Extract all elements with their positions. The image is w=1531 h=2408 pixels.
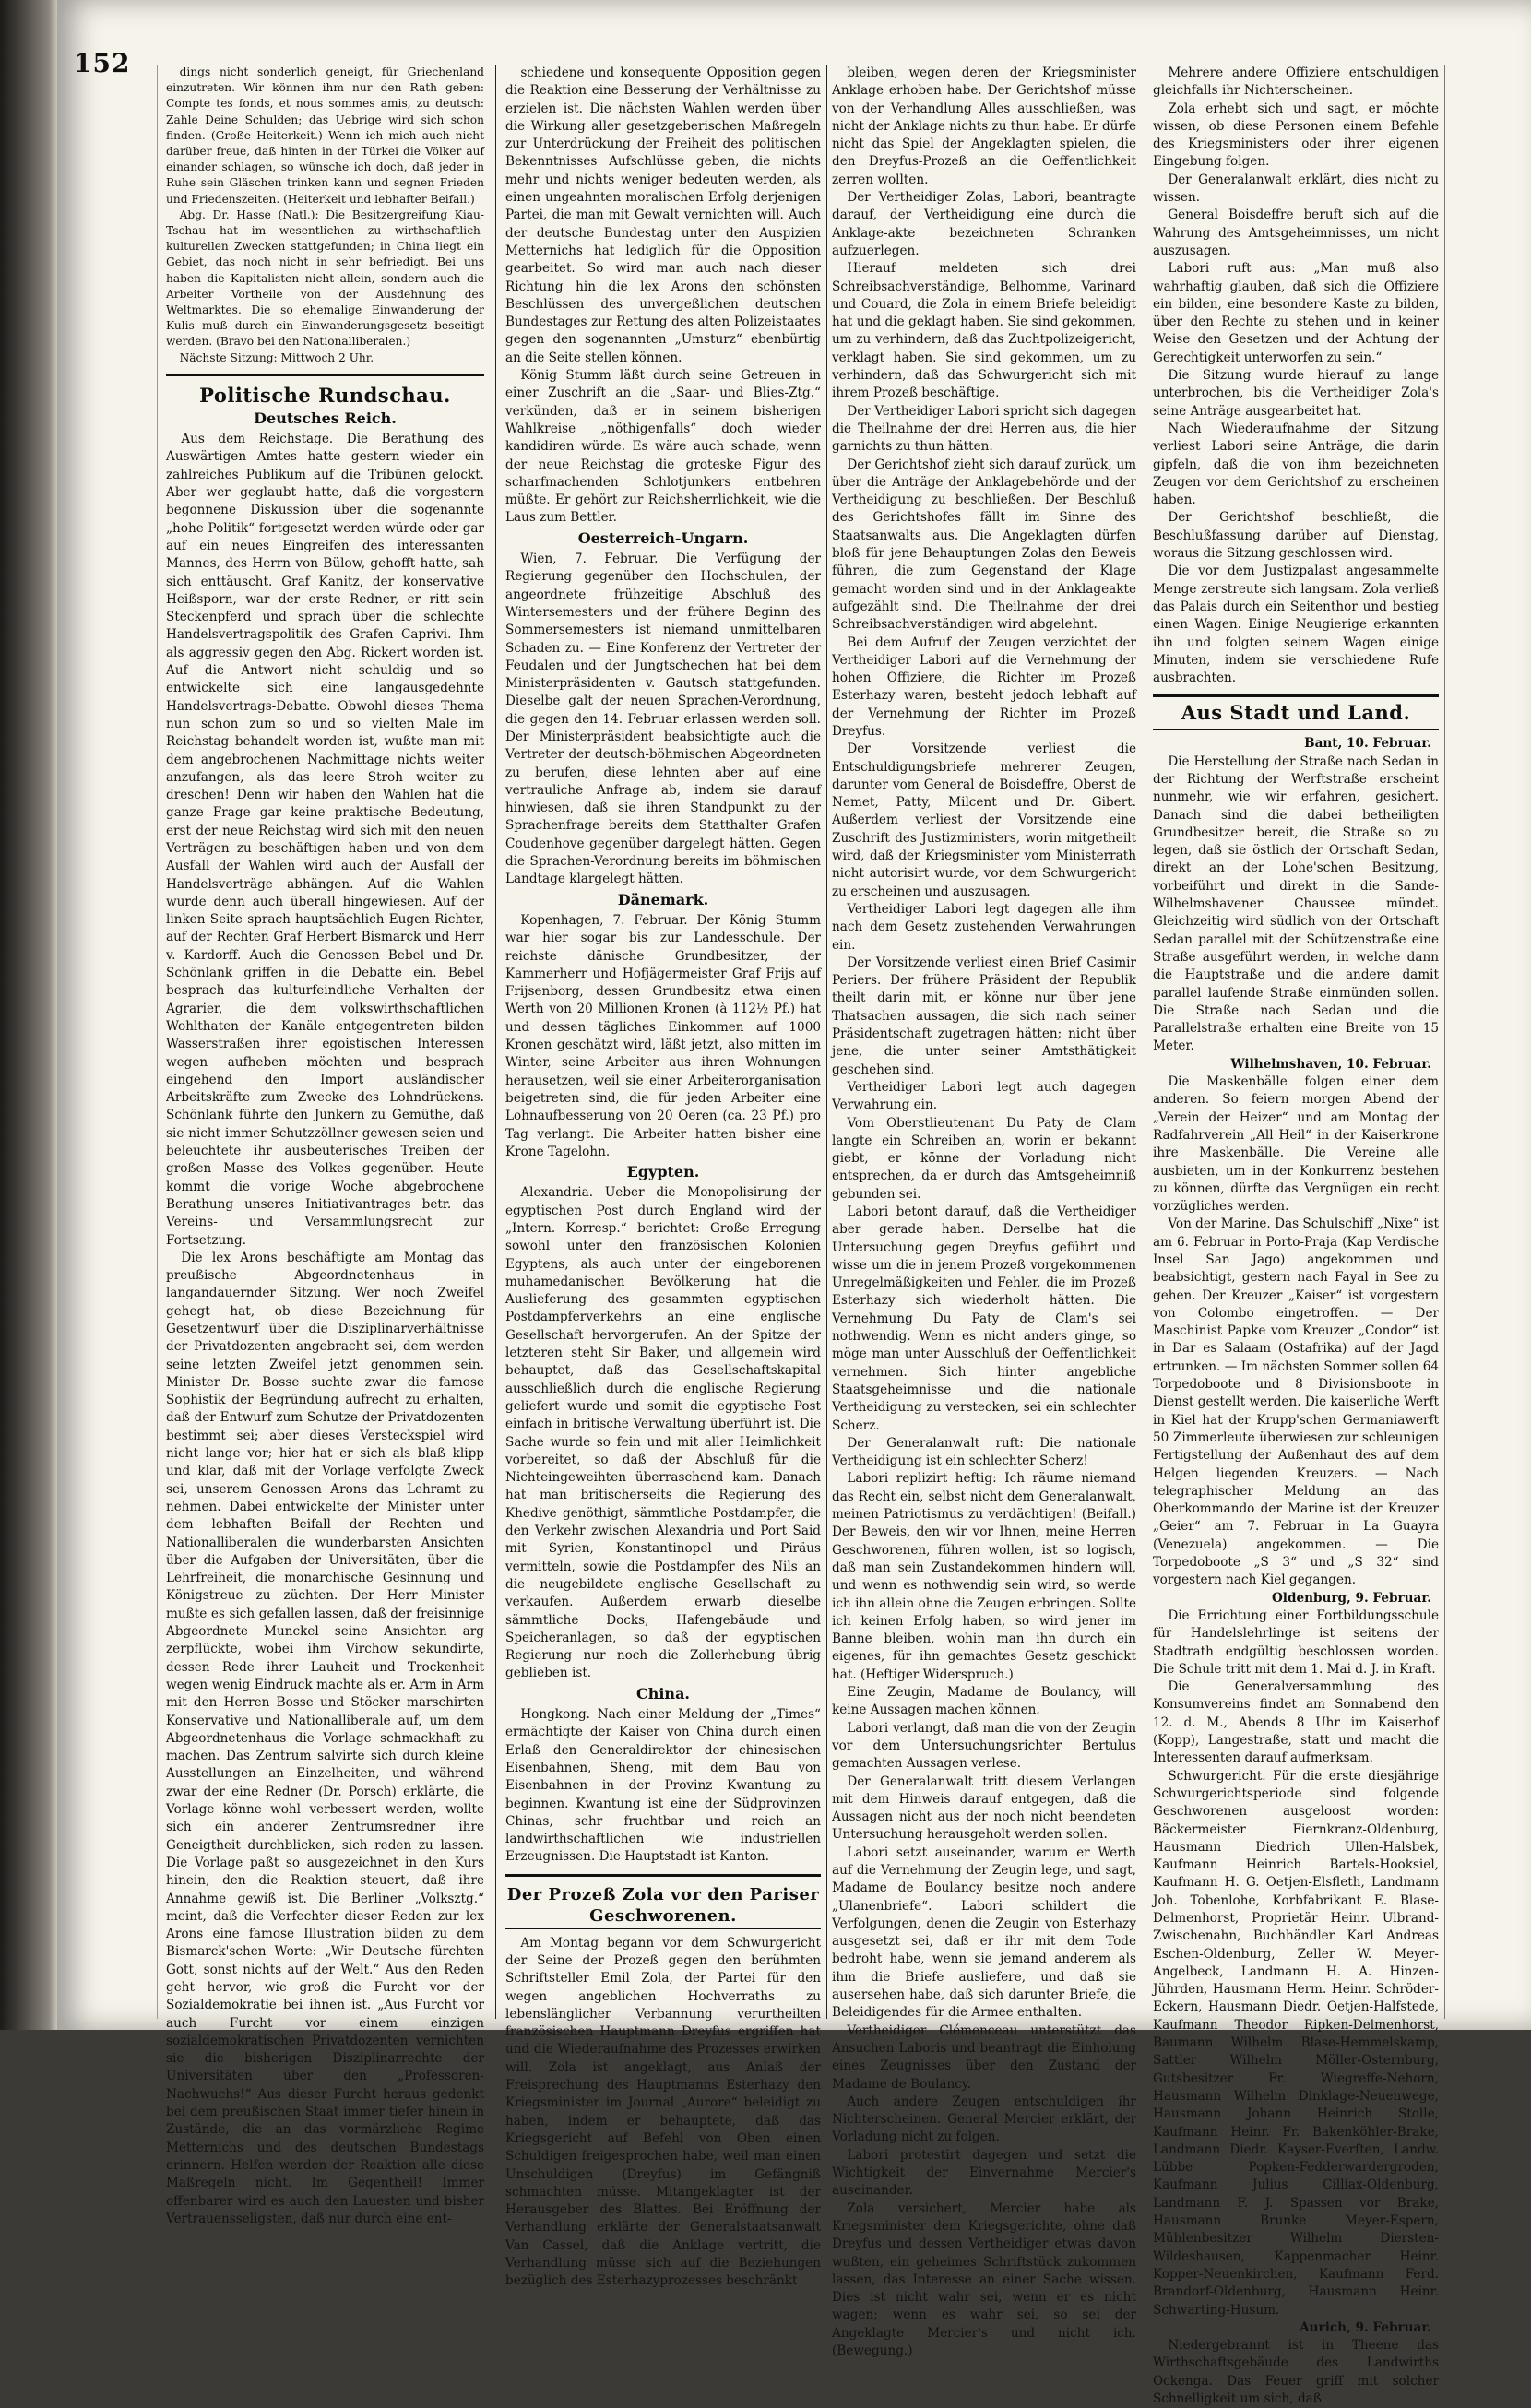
dateline-text: Aurich, 9. Februar. — [1300, 2319, 1431, 2335]
paragraph: Niedergebrannt ist in Theene das Wirthschaftsgebäude des Landwirths Ockenga. Das Feuer griff mit solcher Schnelligkeit um sich, daß — [1153, 2338, 1439, 2406]
column-4 — [1153, 65, 1439, 2406]
section-divider — [166, 374, 484, 376]
section-title-politische-rundschau: Politische Rundschau. — [199, 383, 451, 407]
paragraph: Bei dem Aufruf der Zeugen verzichtet der Vertheidiger Labori auf die Vernehmung der hohen Offiziere, die Richter im Prozeß Esterhazy waren, besteht jedoch lebhaft auf der Vernehmung der Richter im Prozeß Dreyfus. — [832, 635, 1136, 739]
dateline-oldenburg — [1153, 1590, 1439, 1607]
paragraph: Wien, 7. Februar. Die Verfügung der Regierung gegenüber den Hochschulen, der angeordnete frühzeitige Abschluß des Wintersemesters und der frühere Beginn des Sommersemesters ist niemand unmittelbaren Schaden zu. — Eine Konferenz der Vertreter der Feudalen und der Jungtschechen hat bei dem Ministerpräsidenten v. Gautsch stattgefunden. Dieselbe galt der neuen Sprachen-Verordnung, die gegen den 14. Februar erlassen werden soll. Der Ministerpräsident beabsichtigte auch die Vertreter der deutsch-böhmischen Abgeordneten zu berufen, diese lehnten aber auf eine vertrauliche Anfrage ab, indem sie darauf hinwiesen, daß sie ihren Standpunkt zu der Sprachenfrage bereits dem Statthalter Grafen Coudenhove gegenüber dargelegt hätten. Gegen die Sprachen-Verordnung bereits im böhmischen Landtage klargelegt hätten. — [505, 552, 821, 887]
paragraph: Auch andere Zeugen entschuldigen ihr Nichterscheinen. General Mercier erklärt, der Vorladung nicht zu folgen. — [832, 2094, 1136, 2145]
paragraph: Der Vorsitzende verliest die Entschuldigungsbriefe mehrerer Zeugen, darunter vom General de Boisdeffre, Oberst de Nemet, Patty, Milcent und Dr. Gibert. Außerdem verliest der Vorsitzende eine Zuschrift des Justizministers, worin mitgetheilt wird, daß der Kriegsminister vom Ministerrath nicht autorisirt wurde, vor dem Schwurgericht zu erscheinen und auszusagen. — [832, 741, 1136, 899]
paragraph: Die vor dem Justizpalast angesammelte Menge zerstreute sich langsam. Zola verließ das Palais durch ein Seitenthor und bestieg einen Wagen. Einige Neugierige erkannten ihn und folgten seinem Wagen einige Minuten, indem sie verschiedene Rufe ausbrachten. — [1153, 563, 1439, 686]
paragraph: Labori betont darauf, daß die Vertheidiger aber gerade haben. Derselbe hat die Untersuchung gegen Dreyfus geführt und wisse um die in jenem Prozeß vorgekommenen Unregelmäßigkeiten und Fehler, die im Prozeß Esterhazy sich wiederholt hätten. Die Vernehmung Du Paty de Clam's sei nothwendig. Wenn es nicht anders ginge, so möge man unter Ausschluß der Oeffentlichkeit vernehmen. Sich hinter angebliche Staatsgeheimnisse und die nationale Vertheidigung zu verstecken, sei ein schlechter Scherz. — [832, 1204, 1136, 1433]
paragraph: Die Herstellung der Straße nach Sedan in der Richtung der Werftstraße erscheint nunmehr, wie wir erfahren, gesichert. Danach sind die dabei betheiligten Grundbesitzer bereit, die Straße so zu legen, daß sie östlich der Ortschaft Sedan, direkt an der Lohe'schen Besitzung, vorbeiführt und direkt in die Sande-Wilhelmshavener Chaussee mündet. Gleichzeitig wird südlich von der Ortschaft Sedan parallel mit der Schützenstraße eine Straße ausgeführt werden, in welche dann die Hauptstraße und die andere damit parallel laufende Straße einmünden sollen. Die Straße nach Sedan und die Parallelstraße erhalten eine Breite von 15 Meter. — [1153, 753, 1439, 1054]
column-2 — [505, 65, 821, 2289]
paragraph: General Boisdeffre beruft sich auf die Wahrung des Amtsgeheimnisses, um nicht auszusagen. — [1153, 208, 1439, 258]
paragraph: Der Vertheidiger Labori spricht sich dagegen die Theilnahme der drei Herren aus, die hier garnichts zu thun hätten. — [832, 403, 1136, 455]
paragraph: Die lex Arons beschäftigte am Montag das preußische Abgeordnetenhaus in langandauernder Sitzung. Wer noch Zweifel gehegt hat, ob diese Bezeichnung für Gesetzentwurf über die Disziplinarverhältnisse der Privatdozenten angebracht sei, dem werden seine letzten Zweifel jetzt genommen sein. Minister Dr. Bosse suchte zwar die famose Sophistik der Begründung aufrecht zu erhalten, daß der Entwurf zum Schutze der Privatdozenten bestimmt sei; aber dieses Versteckspiel wird nicht lange vor; hier hat er sich als blaß klipp und klar, daß mit der Vorlage verfolgte Zweck sei, unserem Genossen Arons das Lehramt zu nehmen. Dabei entwickelte der Minister unter dem lebhaften Beifall der Rechten und Nationalliberalen die wunderbarsten Ansichten über die Aufgaben der Universitäten, über die Lehrfreiheit, die monarchische Gesinnung und Königstreue zu züchten. Der Herr Minister mußte es sich gefallen lassen, daß der freisinnige Abgeordnete Munckel seine Ansichten arg zerpflückte, wobei ihm Virchow sekundirte, dessen Rede ihrer Lauheit und Trockenheit wegen wenig Eindruck machte als er. Arm in Arm mit den Herren Bosse und Stöcker marschirten Konservative und Nationalliberale auf, um dem Abgeordnetenhaus die Vorlage schmackhaft zu machen. Das Zentrum salvirte sich durch kleine Ausstellungen an Einzelheiten, und während zwar der eine Redner (Dr. Porsch) erklärte, die Vorlage könne wohl verbessert werden, wollte sich ein anderer Zentrumsredner ihre Geneigtheit durchblicken, sich reden zu lassen. Die Vorlage paßt so ausgezeichnet in den Kurs hinein, den die Reaktion steuert, daß ihre Annahme gewiß ist. Die Berliner „Volksztg.“ meint, daß die Verfechter dieser Reden zur lex Arons eine famose Illustration bilden zu dem Bismarck'schen Worte: „Wir Deutsche fürchten Gott, sonst nichts auf der Welt.“ Aus den Reden geht hervor, wie groß die Furcht vor der Sozialdemokratie bei ihnen ist. „Aus Furcht vor auch Furcht vor einem einzigen sozialdemokratischen Privatdozenten vernichten sie die bisherigen Disziplinarrechte der Universitäten über den „Professoren-Nachwuchs!“ Aus dieser Furcht heraus gedenkt bei dem preußischen Staat immer tiefer hinein in Zustände, die an das vormärzliche Regime Metternichs und des deutschen Bundestags erinnern. Helfen werden der Reaktion alle diese Maßregeln nicht. Im Gegentheil! Immer offenbarer wird es auch den Lauesten und bisher Vertrauensseligsten, daß nur durch eine ent- — [166, 1250, 484, 2226]
paragraph: König Stumm läßt durch seine Getreuen in einer Zuschrift an die „Saar- und Blies-Ztg.“ verkünden, daß er in seinem bisherigen Wahlkreise „nöthigenfalls“ doch wieder kandidiren würde. Es wäre auch schade, wenn der neue Reichstag die groteske Figur des scharfmachenden Schlotjunkers entbehren müßte. Er gehört zur Reichsherrlichkeit, wie die Laus zum Bettler. — [505, 368, 821, 526]
paragraph: Die Maskenbälle folgen einer dem anderen. So feiern morgen Abend der „Verein der Heizer“ und am Montag der Radfahrverein „All Heil“ in der Kaiserkrone ihre Maskenbälle. Die Vereine alle ausbieten, um in der Konkurrenz bestehen zu können, dürfte das Vergnügen ein recht vorzügliches werden. — [1153, 1074, 1439, 1215]
paragraph: Die Sitzung wurde hierauf zu lange unterbrochen, bis die Vertheidiger Zola's seine Anträge ausgearbeitet hat. — [1153, 368, 1439, 419]
dateline-text: Wilhelmshaven, 10. Februar. — [1230, 1056, 1431, 1072]
dateline-wilhelmshaven — [1153, 1056, 1439, 1074]
paragraph: Alexandria. Ueber die Monopolisirung der egyptischen Post durch England wird der „Intern. Korresp.“ berichtet: Große Erregung sowohl unter den französischen Kolonien Egyptens, als auch unter der eingeborenen muhamedanischen Bevölkerung hat die Auslieferung des gesammten egyptischen Postdampferverkehrs an eine englische Gesellschaft hervorgerufen. An der Spitze der letzteren steht Sir Baker, und allgemein wird behauptet, daß das Gesellschaftskapital ausschließlich durch die englische Regierung geliefert wurde und somit die egyptische Post einfach in britische Verwaltung überführt ist. Die Sache wurde so fein und mit aller Heimlichkeit vorbereitet, so daß der Abschluß für die Nichteingeweihten überraschend kam. Danach hat man britischerseits die Regierung des Khedive genöthigt, sämmtliche Postdampfer, die den Verkehr zwischen Alexandria und Port Said mit Syrien, Konstantinopel und Piräus vermitteln, sowie die Postdampfer des Nils an die neugebildete englische Gesellschaft zu verkaufen. Außerdem erwarb dieselbe sämmtliche Docks, Hafengebäude und Speicheranlagen, so daß der egyptischen Regierung nur noch die Zollerhebung übrig geblieben ist. — [505, 1185, 821, 1681]
paragraph: Vertheidiger Labori legt auch dagegen Verwahrung ein. — [832, 1079, 1136, 1113]
paragraph: Aus dem Reichstage. Die Berathung des Auswärtigen Amtes hatte gestern wieder ein zahlreiches Publikum auf die Tribünen gelockt. Aber wer geglaubt hatte, daß die vorgestern begonnene Diskussion über die sogenannte „hohe Politik“ fortgesetzt werden würde oder gar auf ein neues Eingreifen des interessanten Mannes, des Herrn von Bülow, gehofft hatte, sah sich enttäuscht. Graf Kanitz, der konservative Heißsporn, war der erste Redner, er ritt sein Steckenpferd und sprach über die schlechte Handelsvertragspolitik des Grafen Caprivi. Ihm als aggressiv gegen den Abg. Rickert worden ist. Auf die Antwort nicht schuldig und so entwickelte sich eine langausgedehnte Handelsvertrags-Debatte. Obwohl dieses Thema nun schon zum so und so vielten Male im Reichstag behandelt worden ist, wußte man mit dem angebrochenen Nachmittage nichts weiter anzufangen, als das leere Stroh weiter zu dreschen! Denn wir haben den Wahlen hat die ganze Frage gar keine praktische Bedeutung, erst der neue Reichstag wird sich mit den neuen Verträgen zu beschäftigen haben und von dem Ausfall der Wahlen wird auch der Ausfall der Handelsverträge abhängen. Auf die Wahlen wurde denn auch überall hingewiesen. Auf der linken Seite sprach hauptsächlich Eugen Richter, auf der Rechten Graf Herbert Bismarck und Herr v. Kardorff. Auch die Genossen Bebel und Dr. Schönlank griffen in die Debatte ein. Bebel besprach das kulturfeindliche Verhalten der Agrarier, die dem volkswirthschaftlichen Wohlthaten der Kanäle entgegentreten bilden Wasserstraßen ihrer egoistischen Interessen wegen aufheben möchten und besprach eingehend den Import ausländischer Arbeitskräfte zum Zwecke des Lohndrückens. Schönlank führte den Junkern zu Gemüthe, daß sie nicht immer Schutzzöllner gewesen seien und beleuchtete ihr ausbeuterisches Treiben der großen Masse des Volkes gegenüber. Heute kommt die vorige Woche abgebrochene Berathung unseres Initiativantrages betr. das Vereins- und Versammlungsrecht zur Fortsetzung. — [166, 432, 484, 1248]
paragraph: Die Errichtung einer Fortbildungsschule für Handelslehrlinge ist seitens der Stadtrath endgültig beschlossen worden. Die Schule tritt mit dem 1. Mai d. J. in Kraft. — [1153, 1607, 1439, 1677]
paragraph: Labori setzt auseinander, warum er Werth auf die Vernehmung der Zeugin lege, und sagt, Madame de Boulancy besitze noch andere „Ulanenbriefe“. Labori schildert die Verfolgungen, denen die Zeugin von Esterhazy ausgesetzt sei, daß er ihr mit dem Tode bedroht habe, wenn sie jemand anderem als ihm die Briefe ausliefere, und daß sie ausersehen habe, daß sich darunter Briefe, die Beleidigendes für die Armee enthalten. — [832, 1845, 1136, 2021]
column-1 — [166, 65, 484, 2226]
section-title-prozess-zola: Der Prozeß Zola vor den Pariser Geschworenen. — [506, 1884, 820, 1926]
paragraph: Am Montag begann vor dem Schwurgericht der Seine der Prozeß gegen den berühmten Schriftsteller Emil Zola, der Partei für den wegen angeblichen Hochverraths zu lebenslänglicher Verbannung verurtheilten französischen Hauptmann Dreyfus ergriffen hat und die Wiederaufnahme des Prozesses erwirken will. Zola ist angeklagt, aus Anlaß der Freisprechung des Hauptmanns Esterhazy den Kriegsminister im Journal „Aurore“ beleidigt zu haben, indem er behauptete, daß das Kriegsgericht auf Befehl von Oben einen Schuldigen freigesprochen habe, weil man einen Unschuldigen (Dreyfus) im Gefängniß schmachten müsse. Mitangeklagter ist der Herausgeber des Blattes. Bei Eröffnung der Verhandlung erklärte der Generalstaatsanwalt Van Cassel, daß die Anklage vertritt, die Verhandlung müsse sich auf die Beziehungen bezüglich des Esterhazyprozesses beschränkt — [505, 1935, 821, 2289]
paragraph: Abg. Dr. Hasse (Natl.): Die Besitzergreifung Kiau-Tschau hat im wesentlichen zu wirthschaftlich-kulturellen Zwecken stattgefunden; in China liegt ein Gebiet, das noch nicht in sehr befriedigt. Bei uns haben die Kapitalisten nicht allein, sondern auch die Arbeiter Vortheile von der Ausdehnung des Weltmarktes. Die so ehemalige Einwanderung der Kulis muß durch ein Einwanderungsgesetz beseitigt werden. (Bravo bei den Nationalliberalen.) — [166, 208, 484, 349]
paragraph: bleiben, wegen deren der Kriegsminister Anklage erhoben habe. Der Gerichtshof müsse von der Verhandlung Alles ausschließen, was nicht der Anklage nichts zu thun habe. Er dürfe nicht das Spiel der Angeklagten spielen, die den Dreyfus-Prozeß an die Oeffentlichkeit zerren wollten. — [832, 65, 1136, 187]
paragraph: Hierauf meldeten sich drei Schreibsachverständige, Belhomme, Varinard und Couard, die Zola in einem Briefe beleidigt hat und die geklagt haben. Sie sind gekommen, um zu verhindern, daß das Zuchtpolizeigericht, verklagt haben. Sie sind gekommen, um zu verhindern, daß das Schwurgericht sich mit ihrem Prozeß beschäftige. — [832, 261, 1136, 401]
subsection-title-oesterreich: Oesterreich-Ungarn. — [577, 528, 749, 547]
paragraph: schiedene und konsequente Opposition gegen die Reaktion eine Besserung der Verhältnisse zu erzielen ist. Die nächsten Wahlen werden über die Wirkung aller gesetzgeberischen Maßregeln zur Unterdrückung der Freiheit des politischen Bekenntnisses Aufschlüsse geben, die nichts mehr und nichts weniger bedeuten werden, als einen ungeahnten moralischen Erfolg derjenigen Partei, die man mit Gewalt vernichten will. Auch der deutsche Bundestag unter den Auspizien Metternichs hat lediglich für die Opposition gearbeitet. So wird man auch nach dieser Richtung hin die lex Arons den schönsten Beschlüssen des unvergeßlichen deutschen Bundestages zur Rettung des alten Polizeistaates gegen den sogenannten „Umsturz“ ebenbürtig an die Seite stellen können. — [505, 65, 821, 365]
paragraph: Zola erhebt sich und sagt, er möchte wissen, ob diese Personen einem Befehle des Kriegsministers oder ihrer eigenen Eingebung folgen. — [1153, 101, 1439, 170]
book-spine — [0, 0, 57, 2030]
subsection-title-egypten: Egypten. — [626, 1163, 700, 1181]
paragraph: Labori verlangt, daß man die von der Zeugin vor dem Untersuchungsrichter Bertulus gemachten Aussagen verlese. — [832, 1720, 1136, 1772]
section-header-box — [1153, 694, 1439, 730]
paragraph: Die Generalversammlung des Konsumvereins findet am Sonnabend den 12. d. M., Abends 8 Uhr im Kaiserhof (Kopp), Langestraße, statt und macht die Interessenten darauf aufmerksam. — [1153, 1679, 1439, 1766]
paragraph: Labori protestirt dagegen und setzt die Wichtigkeit der Einvernahme Mercier's auseinander. — [832, 2147, 1136, 2199]
dateline-bant — [1153, 735, 1439, 753]
dateline-text: Bant, 10. Februar. — [1304, 736, 1431, 752]
paragraph: Labori replizirt heftig: Ich räume niemand das Recht ein, selbst nicht dem Generalanwalt, meinen Patriotismus zu verdächtigen! (Beifall.) Der Beweis, den wir vor Ihnen, meine Herren Geschworenen, führen wollen, ist so logisch, daß man sein Zustandekommen hindern will, und wenn es nothwendig sein wird, so werde ich ihn allein ohne die Zeugen erbringen. Sollte ich keinen Erfolg haben, so wird jener im Banne bleiben, wohin man ihn durch ein eigenes, für ihn gemachtes Gesetz geschickt hat. (Heftiger Widerspruch.) — [832, 1471, 1136, 1682]
paragraph: Hongkong. Nach einer Meldung der „Times“ ermächtigte der Kaiser von China durch einen Erlaß den Generaldirektor der chinesischen Eisenbahnen, Sheng, mit dem Bau von Eisenbahnen in der Provinz Kwantung zu beginnen. Kwantung ist eine der Südprovinzen Chinas, sehr fruchtbar und reich an landwirthschaftlichen wie industriellen Erzeugnissen. Die Hauptstadt ist Kanton. — [505, 1707, 821, 1865]
column-3 — [832, 65, 1136, 2358]
dateline-aurich — [1153, 2319, 1439, 2337]
paragraph: Der Generalanwalt ruft: Die nationale Vertheidigung ist ein schlechter Scherz! — [832, 1435, 1136, 1469]
paragraph: Von der Marine. Das Schulschiff „Nixe“ ist am 6. Februar in Porto-Praja (Kap Verdische Insel San Jago) angekommen und beabsichtigt, gestern nach Fayal in See zu gehen. Der Kreuzer „Kaiser“ ist vorgestern von Colombo eingetroffen. — Der Maschinist Papke vom Kreuzer „Condor“ ist in Dar es Salaam (Ostafrika) auf der Jagd ertrunken. — Im nächsten Sommer sollen 64 Torpedoboote und 8 Divisionsboote in Dienst gestellt werden. Die kaiserliche Werft in Kiel hat der Krupp'schen Germaniawerft 50 Zimmerleute überwiesen zur schleunigen Fertigstellung der Außenhaut des auf dem Helgen liegenden Kreuzers. — Nach telegraphischer Meldung an das Oberkommando der Marine ist der Kreuzer „Geier“ am 7. Februar in La Guayra (Venezuela) angekommen. — Die Torpedoboote „S 3“ und „S 32“ sind vorgestern nach Kiel gegangen. — [1153, 1216, 1439, 1588]
paragraph: Labori ruft aus: „Man muß also wahrhaftig glauben, daß sich die Offiziere ein bilden, eine besondere Kaste zu bilden, über den Rechte zu stehen und in keiner Weise den Gesetzen und der Achtung der Gerechtigkeit unterworfen zu sein.“ — [1153, 261, 1439, 365]
column-rule — [826, 65, 827, 2019]
subsection-title-deutsches-reich: Deutsches Reich. — [254, 409, 397, 427]
paragraph: Der Generalanwalt erklärt, dies nicht zu wissen. — [1153, 172, 1439, 206]
page-number: 152 — [74, 48, 131, 78]
paragraph: dings nicht sonderlich geneigt, für Griechenland einzutreten. Wir können ihm nur den Rath geben: Compte tes fonds, et nous sommes amis, zu deutsch: Zahle Deine Schulden; das Uebrige wird sich schon finden. (Große Heiterkeit.) Wenn ich mich auch nicht darüber freue, daß hinten in der Türkei die Völker auf einander schlagen, so wünsche ich doch, daß jeder in Ruhe sein Gläschen trinken kann und segnen Frieden und Friedenszeiten. (Heiterkeit und lebhafter Beifall.) — [166, 65, 484, 206]
paragraph: Der Vorsitzende verliest einen Brief Casimir Periers. Der frühere Präsident der Republik theilt darin mit, er könne nur über jene Thatsachen aussagen, die sich nach seiner Präsidentschaft zugetragen hätten; nicht über jene, die unter seiner Amtsthätigkeit geschehen sind. — [832, 955, 1136, 1077]
paragraph: Vertheidiger Labori legt dagegen alle ihm nach dem Gesetz zustehenden Verwahrungen ein. — [832, 901, 1136, 953]
paragraph: Der Gerichtshof zieht sich darauf zurück, um über die Anträge der Anklagebehörde und der Vertheidigung zu beschließen. Der Beschluß des Gerichtshofes fällt im Sinne des Staatsanwalts aus. Die Angeklagten dürfen bloß für jene Behauptungen Zolas den Beweis führen, die zum Gegenstand der Klage gemacht worden sind und in der Anklageakte aufgezählt sind. Die Theilnahme der drei Schreibsachverständigen wird abgelehnt. — [832, 457, 1136, 633]
section-title-aus-stadt-und-land: Aus Stadt und Land. — [1181, 701, 1411, 725]
subsection-title-china: China. — [635, 1684, 690, 1702]
paragraph: Der Gerichtshof beschließt, die Beschlußfassung darüber auf Dienstag, woraus die Sitzung geschlossen wird. — [1153, 510, 1439, 562]
paragraph: Mehrere andere Offiziere entschuldigen gleichfalls ihr Nichterscheinen. — [1153, 65, 1439, 99]
paragraph: Zola versichert, Mercier habe als Kriegsminister dem Kriegsgerichte, ohne daß Dreyfus und dessen Vertheidiger etwas davon wußten, ein geheimes Schriftstück zukommen lassen, das Interesse an einer Sache wissen. Dies ist nicht wahr sei, wenn er es nicht wagen; wenn es wahr sei, so sei der Angeklagte Mercier's und nicht ich. (Bewegung.) — [832, 2200, 1136, 2358]
dateline-text: Oldenburg, 9. Februar. — [1271, 1590, 1431, 1606]
paragraph: Der Vertheidiger Zolas, Labori, beantragte darauf, der Vertheidigung eine durch die Anklage-akte bezeichneten Schranken aufzuerlegen. — [832, 190, 1136, 258]
paragraph: Vertheidiger Clémenceau unterstützt das Ansuchen Laboris und beantragt die Einholung eines Zeugnisses über den Zustand der Madame de Boulancy. — [832, 2022, 1136, 2092]
column-rule — [495, 65, 496, 2019]
paragraph: Vom Oberstlieutenant Du Paty de Clam langte ein Schreiben an, worin er bekannt giebt, er könne der Vorladung nicht entsprechen, da er durch das Amtsgeheimniß gebunden sei. — [832, 1115, 1136, 1202]
column-rule — [157, 65, 158, 2019]
column-rule — [1444, 65, 1445, 2019]
section-divider — [505, 1928, 821, 1929]
paragraph: Der Generalanwalt tritt diesem Verlangen mit dem Hinweis darauf entgegen, daß die Aussagen nicht aus der noch nicht beendeten Untersuchung herausgeholt werden sollen. — [832, 1773, 1136, 1843]
paragraph: Nächste Sitzung: Mittwoch 2 Uhr. — [179, 350, 374, 364]
paragraph: Eine Zeugin, Madame de Boulancy, will keine Aussagen machen können. — [832, 1685, 1136, 1718]
paragraph: Kopenhagen, 7. Februar. Der König Stumm war hier sogar bis zur Landesschule. Der reichste dänische Grundbesitzer, der Kammerherr und Hofjägermeister Graf Frijs auf Frijsenborg, dessen Grundbesitz etwa einen Werth von 20 Millionen Kronen (à 112½ Pf.) hat und dessen tägliches Einkommen auf 1000 Kronen geschätzt wird, läßt jetzt, also mitten im Winter, seine Arbeiter aus ihren Wohnungen herausetzen, weil sie einer Arbeiterorganisation beigetreten sind, die für jeden Arbeiter eine Lohnaufbesserung von 20 Oeren (ca. 23 Pf.) pro Tag verlangt. Die Arbeiter hatten bisher eine Krone Tagelohn. — [505, 912, 821, 1159]
paragraph: Nach Wiederaufnahme der Sitzung verliest Labori seine Anträge, die darin gipfeln, daß die von ihm bezeichneten Zeugen vor dem Gerichtshof zu erscheinen haben. — [1153, 421, 1439, 508]
paragraph: Schwurgericht. Für die erste diesjährige Schwurgerichtsperiode sind folgende Geschworenen ausgeloost worden: Bäckermeister Fiernkranz-Oldenburg, Hausmann Diedrich Ullen-Halsbek, Kaufmann Heinrich Bartels-Hooksiel, Kaufmann H. G. Oetjen-Elsfleth, Landmann Joh. Tobenlohe, Korbfabrikant E. Blase-Delmenhorst, Proprietär Heinr. Ulbrand-Zwischenahn, Buchhändler Karl Andreas Eschen-Oldenburg, Zeller W. Meyer-Angelbeck, Landmann H. A. Hinzen-Jührden, Hausmann Herm. Heinr. Schröder-Eckern, Hausmann Diedr. Oetjen-Halfstede, Kaufmann Theodor Ripken-Delmenhorst, Baumann Wilhelm Blase-Hemmelskamp, Sattler Wilhelm Möller-Osternburg, Gutsbesitzer Fr. Wiegreffe-Nehorn, Hausmann Wilhelm Dinklage-Neuenwege, Hausmann Johann Heinrich Stolle, Kaufmann Heinr. Fr. Bakenköhler-Brake, Landmann Diedr. Kayser-Everſten, Landw. Lübbe Popken-Fedderwardergroden, Kaufmann Julius Cilliax-Oldenburg, Landmann F. J. Spassen vor Brake, Hausmann Brunke Meyer-Espern, Mühlenbesitzer Wilhelm Diersten-Wildeshausen, Kappenmacher Heinr. Kopper-Neuenkirchen, Kaufmann Ferd. Brandorf-Oldenburg, Hausmann Heinr. Schwarting-Husum. — [1153, 1768, 1439, 2318]
section-divider — [505, 1874, 821, 1877]
subsection-title-daenemark: Dänemark. — [617, 890, 709, 908]
